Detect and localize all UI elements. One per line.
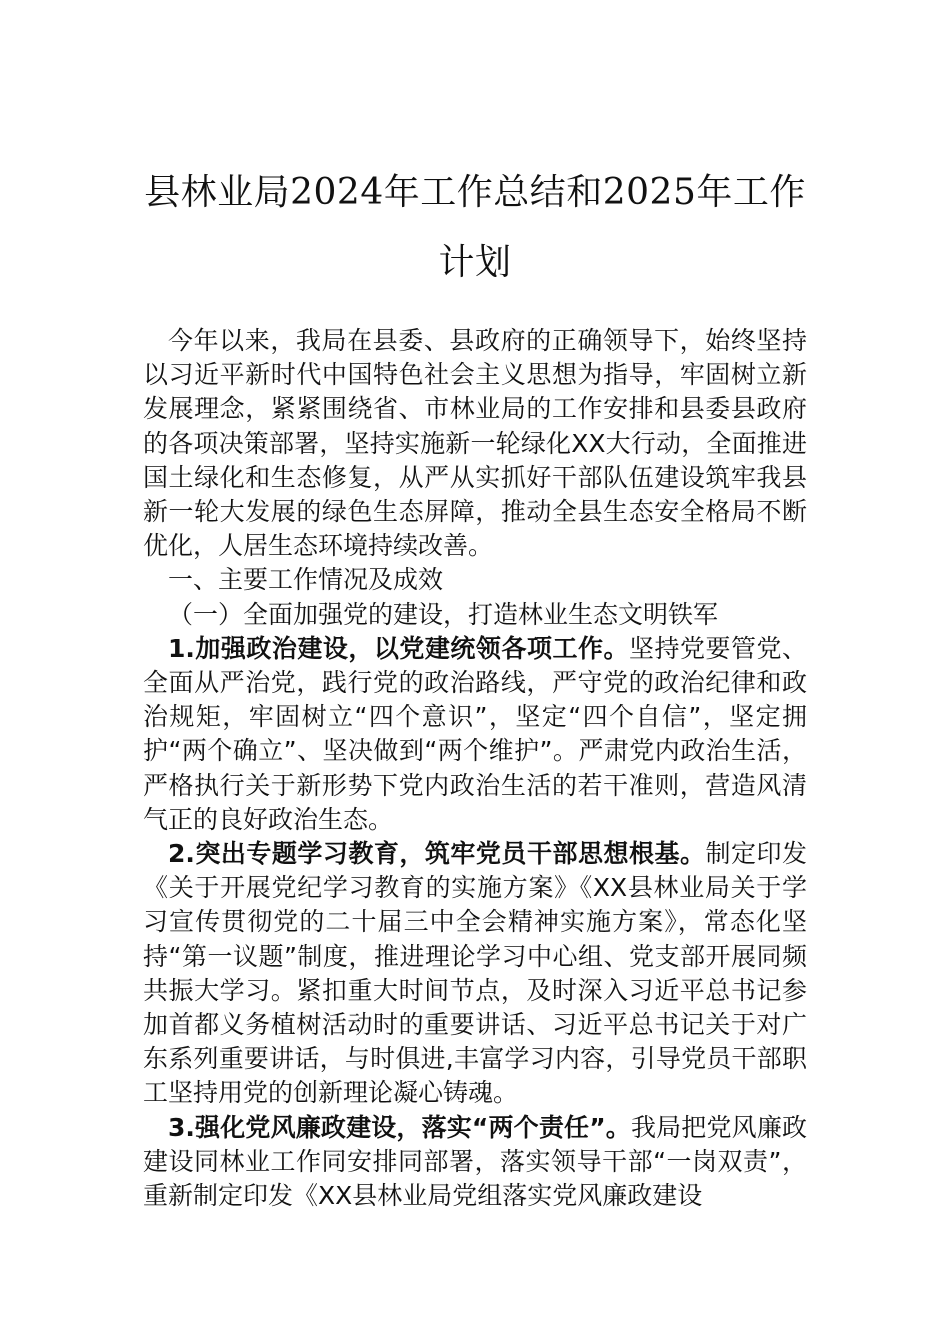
item-lead-2: 2.突出专题学习教育，筑牢党员干部思想根基。 [168,839,706,869]
item-paragraph-1 [143,632,807,837]
item-text-1: 坚持党要管党、全面从严治党，践行党的政治路线，严守党的政治纪律和政治规矩，牢固树立“四个意识”，坚定“四个自信”，坚定拥护“两个确立”、坚决做到“两个维护”。严肃党内政治生活，严格执行关于新形势下党内政治生活的若干准则，营造风清气正的良好政治生态。 [143,633,807,834]
item-paragraph-3 [143,1111,807,1214]
item-text-3: 我局把党风廉政建设同林业工作同安排同部署，落实领导干部“一岗双责”，重新制定印发《XX县林业局党组落实党风廉政建设 [143,1112,807,1211]
document-title: 县林业局2024年工作总结和2025年工作计划 [144,172,806,283]
document-body [143,324,807,1213]
intro-paragraph: 今年以来，我局在县委、县政府的正确领导下，始终坚持以习近平新时代中国特色社会主义思想为指导，牢固树立新发展理念，紧紧围绕省、市林业局的工作安排和县委县政府的各项决策部署，坚持实施新一轮绿化XX大行动，全面推进国土绿化和生态修复，从严从实抓好干部队伍建设筑牢我县新一轮大发展的绿色生态屏障，推动全县生态安全格局不断优化，人居生态环境持续改善。 [143,326,807,561]
item-paragraph-2 [143,837,807,1111]
item-lead-3: 3.强化党风廉政建设，落实“两个责任”。 [168,1112,631,1142]
subsection-heading: （一）全面加强党的建设，打造林业生态文明铁军 [168,599,719,629]
item-text-2: 制定印发《关于开展党纪学习教育的实施方案》《XX县林业局关于学习宣传贯彻党的二十届三中全会精神实施方案》，常态化坚持“第一议题”制度，推进理论学习中心组、党支部开展同频共振大学习。紧扣重大时间节点，及时深入习近平总书记参加首都义务植树活动时的重要讲话、习近平总书记关于对广东系列重要讲话，与时俱进,丰富学习内容，引导党员干部职工坚持用党的创新理论凝心铸魂。 [143,839,807,1108]
item-lead-1: 1.加强政治建设，以党建统领各项工作。 [168,633,629,663]
section-heading: 一、主要工作情况及成效 [168,565,444,595]
